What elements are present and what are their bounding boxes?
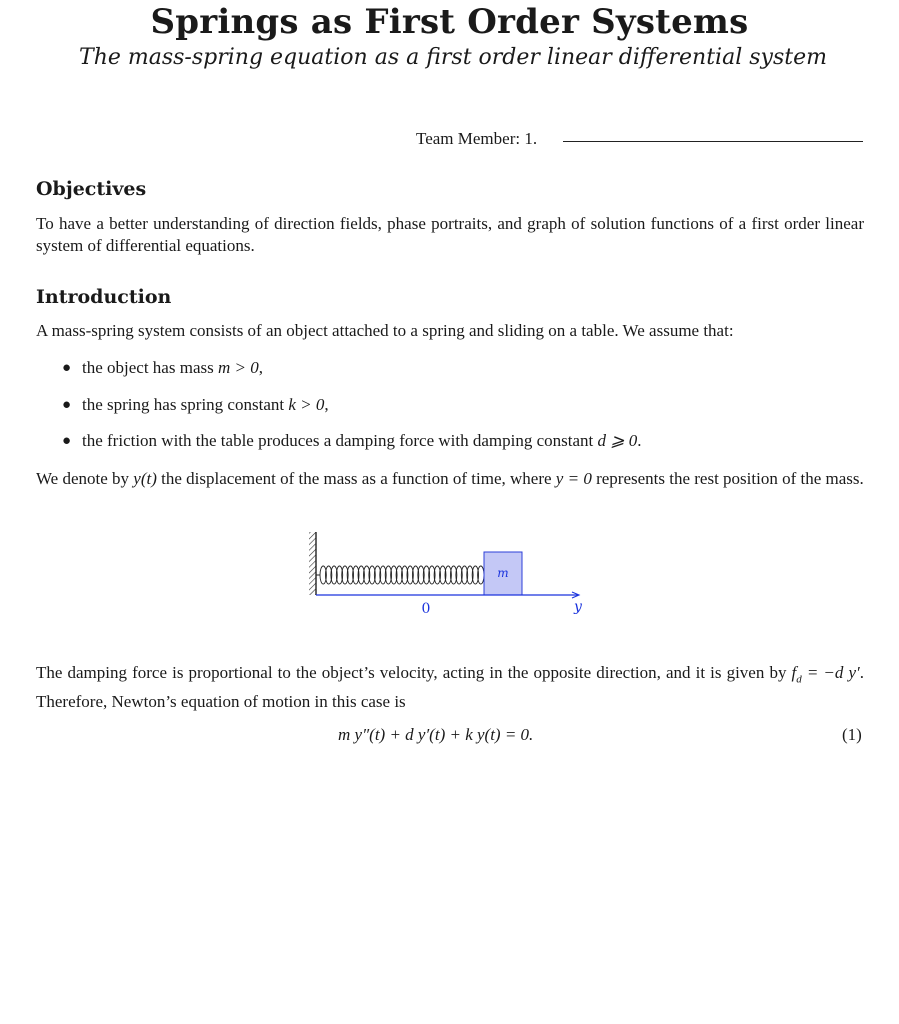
bullet-text-end: ,: [258, 358, 263, 377]
paragraph-text: represents the rest position of the mass.: [591, 469, 864, 488]
equation-number: (1): [842, 725, 862, 744]
mass-spring-figure: [300, 525, 600, 625]
damping-paragraph: [36, 662, 864, 712]
list-item: [62, 394, 852, 416]
bullet-text-end: ,: [324, 395, 329, 414]
page-subtitle: The mass-spring equation as a first order linear differential system: [79, 45, 827, 70]
bullet-math: m > 0: [217, 358, 259, 377]
displacement-paragraph: [36, 468, 864, 490]
inline-math: y = 0: [555, 469, 592, 488]
origin-label: 0: [421, 601, 431, 617]
inline-math-subscript: d: [796, 673, 802, 686]
inline-math: f: [791, 663, 797, 682]
paragraph-text: . Therefore, Newton’s equation of motion in this case is: [36, 663, 864, 711]
equation-1: [0, 723, 899, 747]
paragraph-text: the displacement of the mass as a function of time, where: [156, 469, 556, 488]
inline-math: = −d y′: [801, 663, 860, 682]
bullet-text-end: .: [637, 431, 642, 450]
mass-label: m: [497, 566, 509, 580]
bullet-text: the friction with the table produces a damping force with damping constant: [82, 431, 598, 450]
team-member-blank-line: [563, 141, 863, 142]
objectives-heading: Objectives: [36, 178, 147, 200]
bullet-math: d ⩾ 0: [597, 431, 638, 450]
team-member-label: Team Member: 1.: [416, 129, 538, 148]
paragraph-text: The damping force is proportional to the object’s velocity, acting in the opposite direction, and it is given by: [36, 663, 792, 682]
bullet-text: the spring has spring constant: [82, 395, 289, 414]
bullet-dot: ●: [62, 360, 72, 376]
introduction-heading: Introduction: [36, 286, 172, 308]
equation-body: m y″(t) + d y′(t) + k y(t) = 0.: [338, 725, 534, 744]
bullet-dot: ●: [62, 433, 72, 449]
objectives-text: To have a better understanding of direction fields, phase portraits, and graph of solution functions of a first order linear system of differential equations.: [36, 214, 864, 255]
bullet-dot: ●: [62, 397, 72, 413]
mass-spring-diagram: [300, 525, 600, 625]
paragraph-text: We denote by: [36, 469, 134, 488]
y-axis-label: y: [574, 599, 582, 615]
bullet-math: k > 0: [288, 395, 325, 414]
list-item: [62, 357, 852, 379]
introduction-lead: A mass-spring system consists of an object attached to a spring and sliding on a table. We assume that:: [36, 321, 734, 340]
page-title: Springs as First Order Systems: [150, 2, 749, 42]
wall-hatch: [309, 532, 316, 595]
list-item: [62, 430, 852, 452]
bullet-text: the object has mass: [82, 358, 218, 377]
spring-icon: [320, 566, 484, 584]
inline-math: y(t): [133, 469, 157, 488]
